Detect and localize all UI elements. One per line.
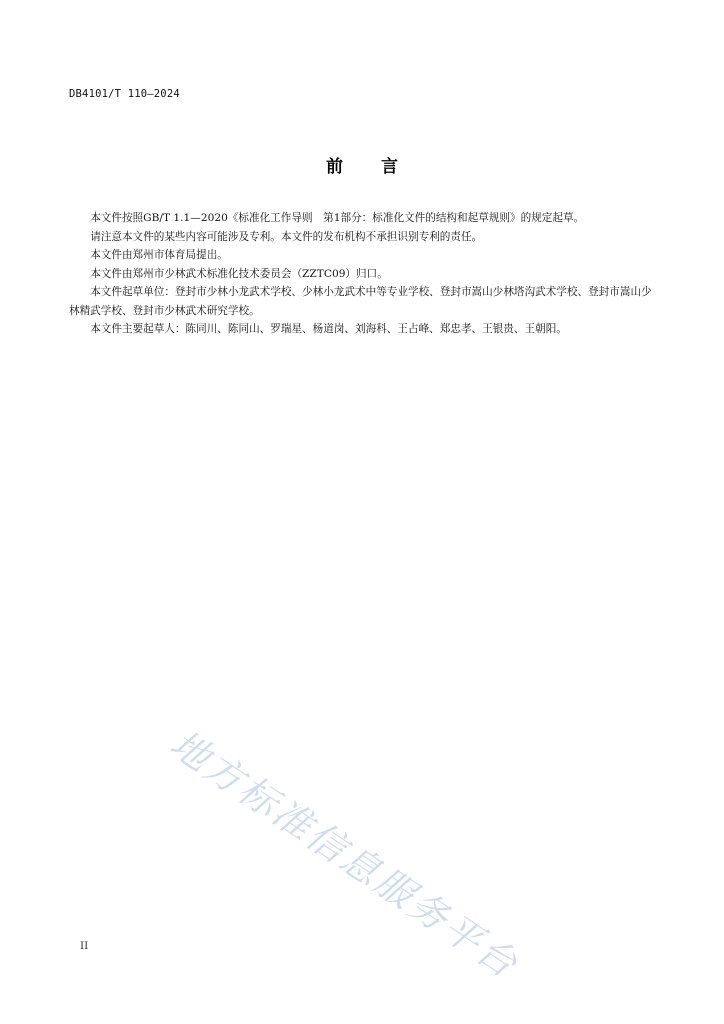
title-char-1: 前: [326, 157, 343, 177]
paragraph-drafting-units: 本文件起草单位：登封市少林小龙武术学校、少林小龙武术中等专业学校、登封市嵩山少林塔沟武术学校、登封市嵩山少林精武学校、登封市少林武术研究学校。: [69, 286, 652, 317]
page-title: [0, 152, 724, 177]
paragraph-centralized-unit: 本文件由郑州市少林武术标准化技术委员会（ZZTC09）归口。: [90, 267, 388, 280]
paragraph-drafting-rules: 本文件按照GB/T 1.1—2020《标准化工作导则 第1部分：标准化文件的结构和起草规则》的规定起草。: [90, 212, 585, 224]
document-id: DB4101/T 110—2024: [69, 88, 180, 100]
paragraph-patent-notice: 请注意本文件的某些内容可能涉及专利。本文件的发布机构不承担识别专利的责任。: [90, 230, 483, 243]
paragraph-drafters: 本文件主要起草人：陈同川、陈同山、罗瑞星、杨道岗、刘海科、王占峰、郑忠孝、王银贵、王朝阳。: [90, 323, 567, 335]
paragraph-proposer: 本文件由郑州市体育局提出。: [90, 249, 228, 261]
watermark: 地方标准信息服务平台: [162, 721, 527, 988]
foreword-body: [69, 209, 652, 339]
page-number: II: [80, 940, 89, 952]
title-char-2: 言: [381, 157, 398, 177]
